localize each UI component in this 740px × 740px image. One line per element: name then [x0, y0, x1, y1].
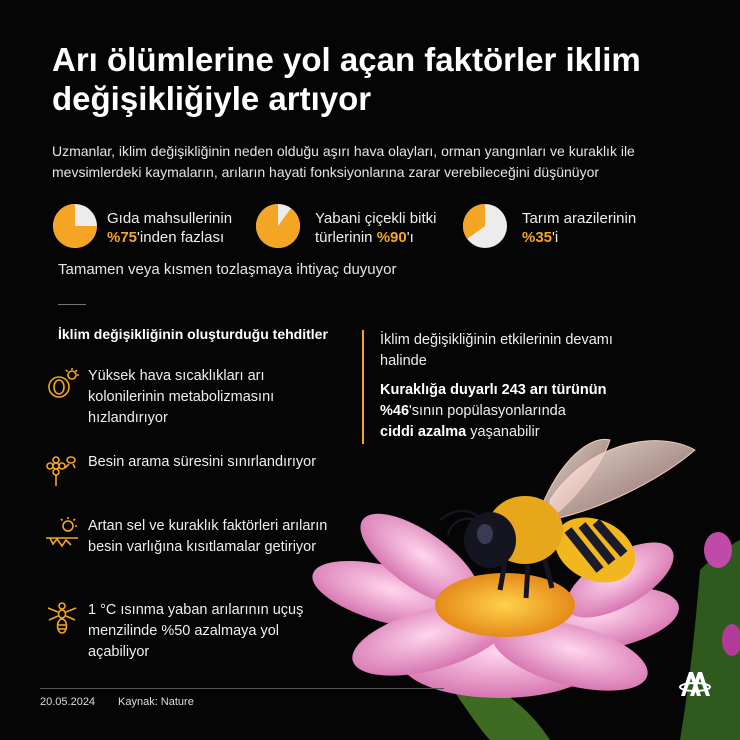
page-title: Arı ölümlerine yol açan faktörler iklim değişikliğiyle artıyor	[52, 41, 641, 117]
threat-text: Yüksek hava sıcaklıkları arı kolonilerinin metabolizmasını hızlandırıyor	[88, 368, 275, 426]
stat-farmland	[462, 203, 682, 253]
threat-item	[44, 600, 324, 670]
impact-mid: 'sının popülasyonlarında	[409, 403, 566, 419]
stat-label: Gıda mahsullerinin	[107, 210, 233, 227]
impact-intro: İklim değişikliğinin etkilerinin devamı halinde	[380, 332, 613, 369]
stat-prefix: türlerinin	[315, 229, 377, 246]
wasp-icon	[44, 600, 80, 636]
stat-food-crops	[52, 203, 252, 253]
stat-percent: %75	[107, 229, 138, 246]
stat-suffix: 'inden fazlası	[137, 229, 225, 246]
stat-suffix: 'ı	[406, 229, 414, 246]
stat-label: Yabani çiçekli bitki	[315, 210, 437, 227]
hot-bee-icon	[44, 366, 80, 402]
source-credit: Kaynak: Nature	[118, 696, 194, 708]
stat-suffix: 'i	[552, 229, 559, 246]
impact-block	[362, 330, 640, 444]
publish-date: 20.05.2024	[40, 696, 96, 708]
threat-text: 1 °C ısınma yaban arılarının uçuş menzilinde %50 azalmaya yol açabiliyor	[88, 602, 304, 660]
impact-bold-decline: ciddi azalma	[380, 424, 467, 440]
threat-text: Artan sel ve kuraklık faktörleri arıların besin varlığına kısıtlamalar getiriyor	[88, 518, 328, 555]
pie-chart-icon	[255, 203, 301, 249]
stat-wild-plants	[255, 203, 455, 253]
stat-percent: %90	[376, 229, 407, 246]
bee-flower-illustration	[300, 430, 740, 740]
impact-percent: %46	[380, 403, 410, 419]
threat-text: Besin arama süresini sınırlandırıyor	[88, 454, 317, 470]
threat-item	[44, 516, 328, 586]
impact-bold-species: Kuraklığa duyarlı 243 arı türünün	[380, 382, 607, 398]
impact-end: yaşanabilir	[466, 424, 540, 440]
footer-divider	[40, 688, 444, 689]
intro-text: Uzmanlar, iklim değişikliğinin neden olduğu aşırı hava olayları, orman yangınları ve kuraklık ile mevsimlerdeki kaymaların, arıların hayati fonksiyonlarına zarar verebileceğini düşünüyor	[52, 143, 635, 180]
pie-chart-icon	[52, 203, 98, 249]
stat-label: Tarım arazilerinin	[522, 210, 637, 227]
aa-logo-icon	[678, 668, 712, 698]
threat-item	[44, 366, 324, 436]
threat-item	[44, 452, 324, 522]
stat-percent: %35	[522, 229, 553, 246]
divider	[58, 304, 86, 305]
drought-icon	[44, 516, 80, 552]
flower-bee-icon	[44, 452, 80, 488]
pollination-need-text: Tamamen veya kısmen tozlaşmaya ihtiyaç duyuyor	[58, 261, 397, 278]
threats-heading: İklim değişikliğinin oluşturduğu tehditler	[58, 326, 328, 342]
pie-chart-icon	[462, 203, 508, 249]
